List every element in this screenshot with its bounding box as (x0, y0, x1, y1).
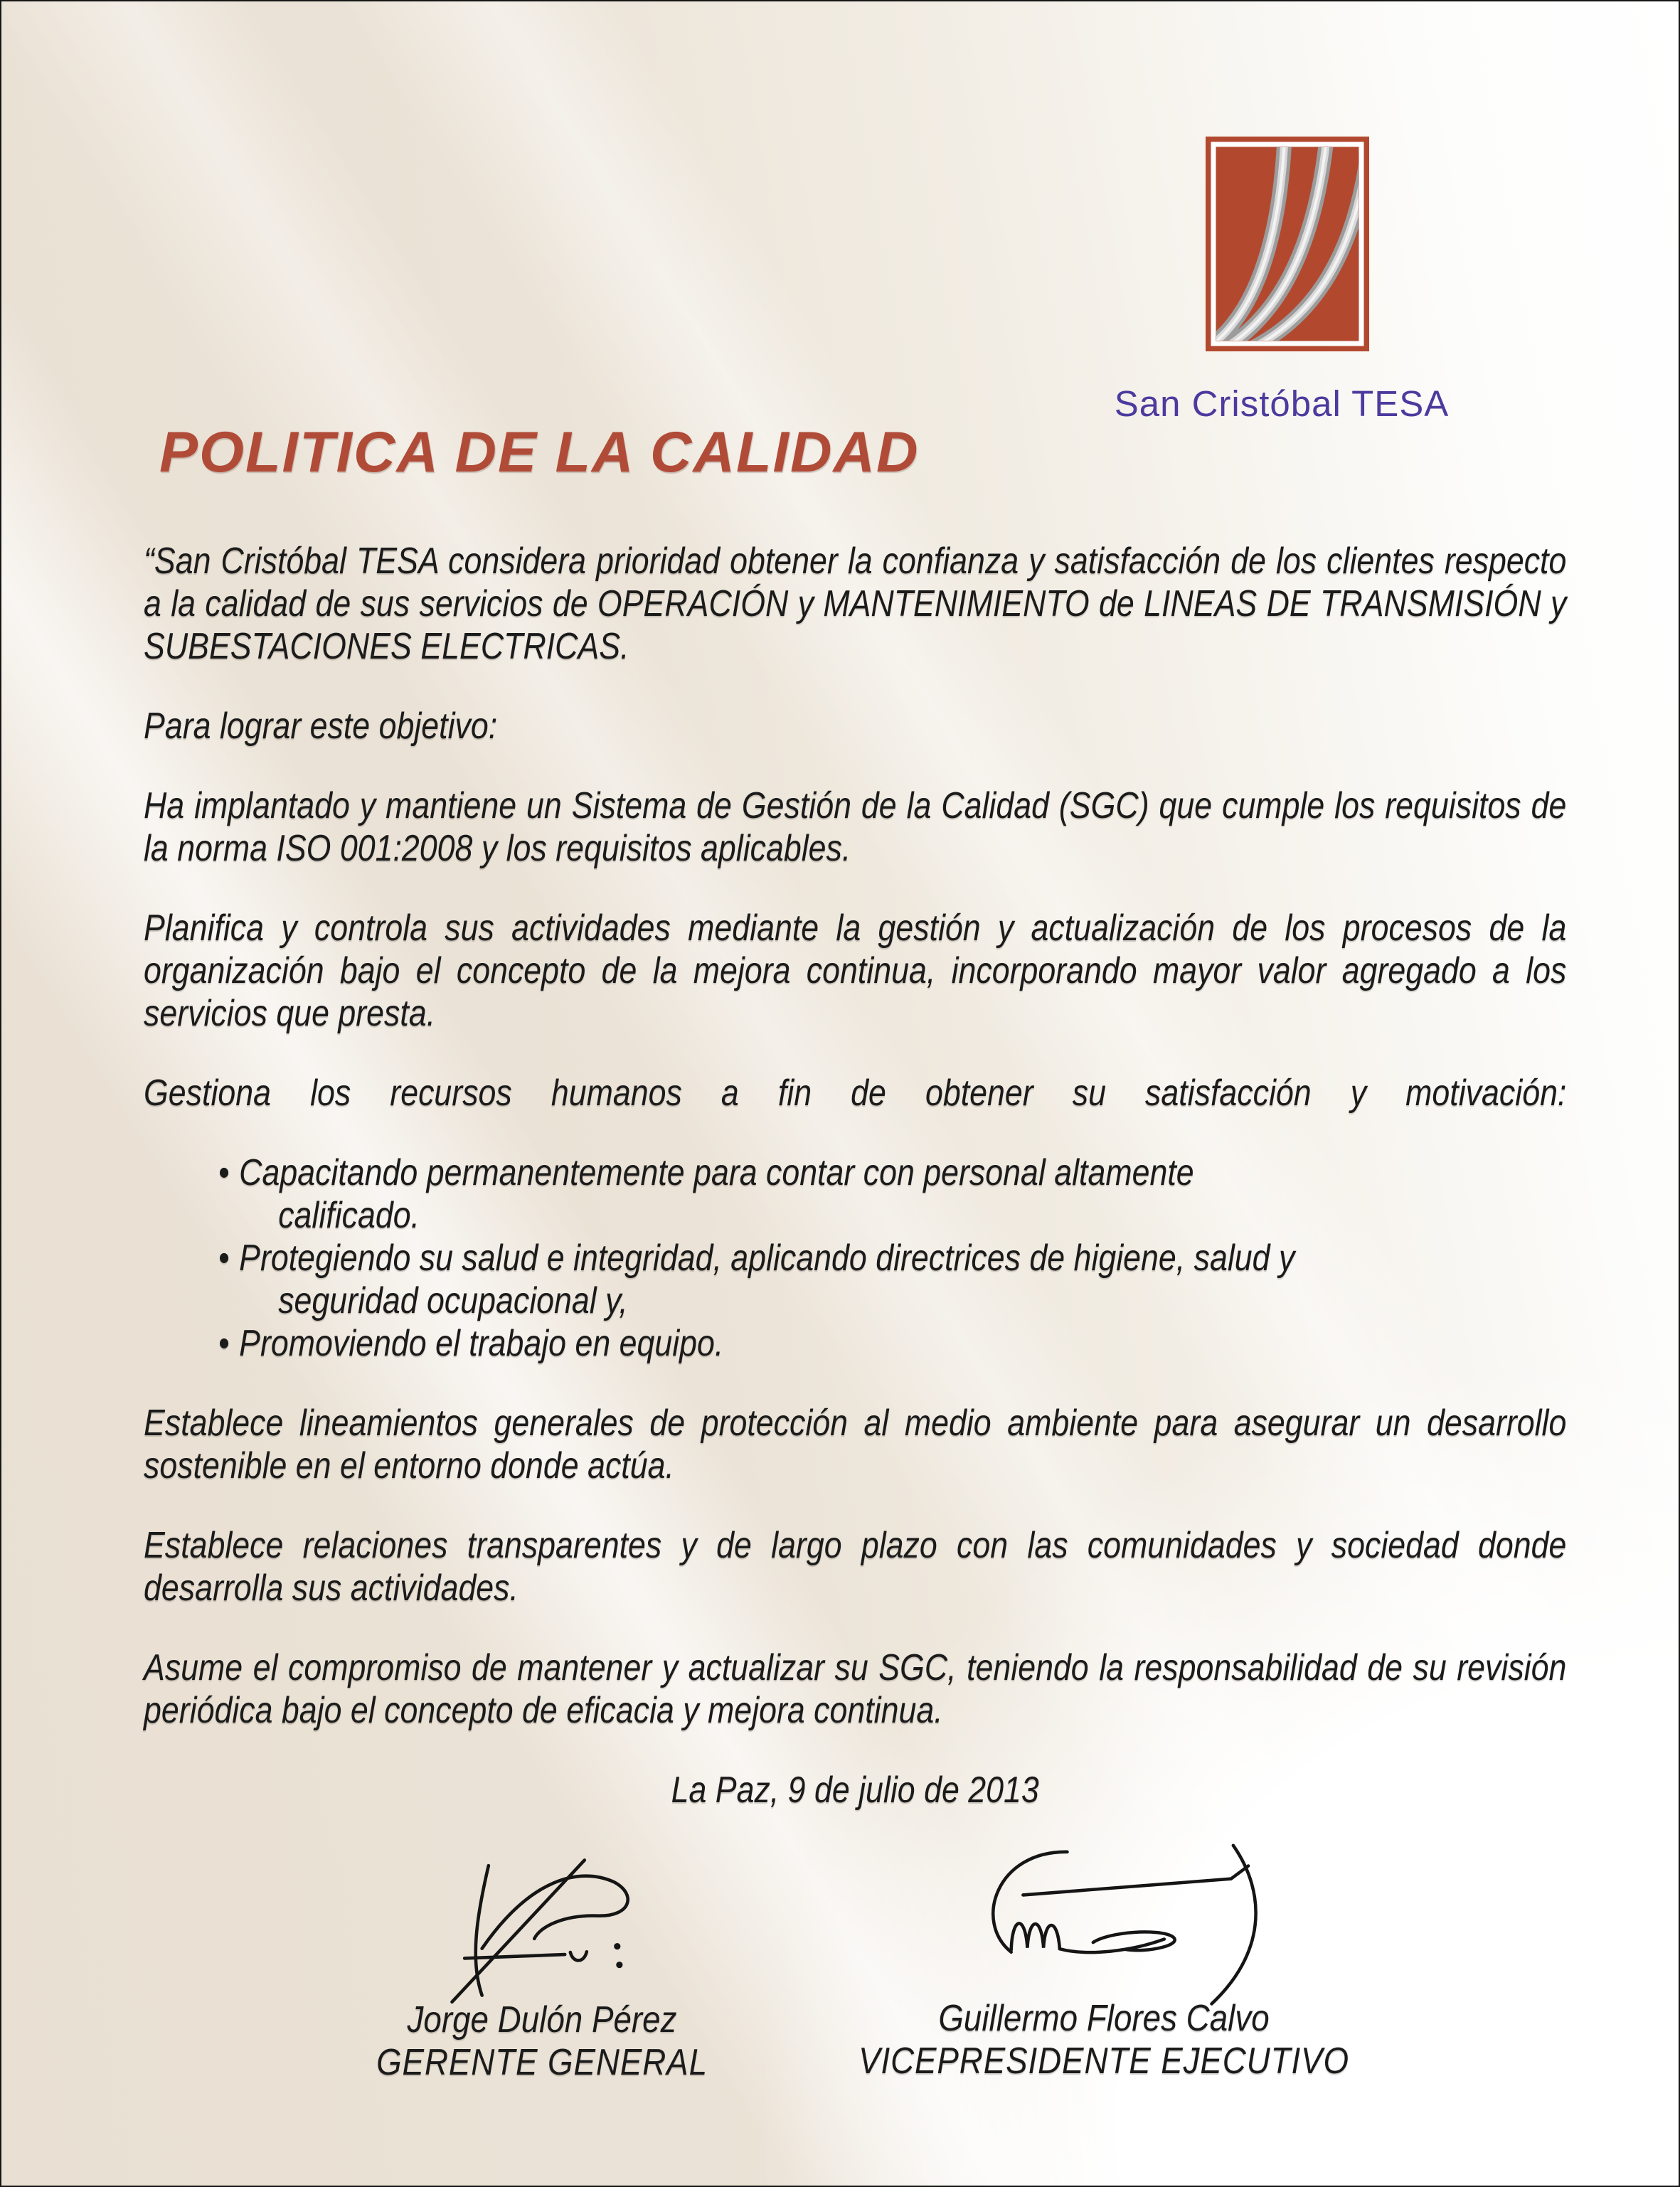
signatory-name: Jorge Dulón Pérez (407, 1999, 677, 2040)
list-item: • Promoviendo el trabajo en equipo. (205, 1322, 1336, 1365)
guillermo-signature-icon (876, 1829, 1331, 2007)
policy-paragraph-6: Establece lineamientos generales de protección al medio ambiente para asegurar un desarrollo sostenible en el entorno donde actúa. (144, 1403, 1567, 1486)
policy-paragraph-1: “San Cristóbal TESA considera prioridad obtener la confianza y satisfacción de los clientes respecto a la calidad de sus servicios de OPERACIÓN y MANTENIMIENTO de LINEAS DE TRANSMISIÓN y SUBESTACIONES ELECTRICAS. (144, 541, 1567, 667)
list-item: • Protegiendo su salud e integridad, aplicando directrices de higiene, salud y seguridad ocupacional y, (205, 1237, 1336, 1322)
bullet-list (205, 1151, 1336, 1365)
policy-paragraph-2: Para lograr este objetivo: (144, 706, 498, 747)
signatory-role: GERENTE GENERAL (376, 2042, 708, 2083)
policy-paragraph-7: Establece relaciones transparentes y de largo plazo con las comunidades y sociedad donde desarrolla sus actividades. (144, 1525, 1567, 1609)
signatory-name: Guillermo Flores Calvo (938, 1998, 1270, 2039)
policy-body (144, 540, 1566, 1811)
policy-paragraph-5: Gestiona los recursos humanos a fin de obtener su satisfacción y motivación: (144, 1073, 1567, 1114)
signature-block-general-manager (272, 1845, 812, 2084)
jorge-signature-icon (357, 1845, 727, 2008)
signatory-role: VICEPRESIDENTE EJECUTIVO (858, 2040, 1349, 2082)
signature-block-executive-vp (791, 1829, 1417, 2082)
policy-paragraph-8: Asume el compromiso de mantener y actualizar su SGC, teniendo la responsabilidad de su revisión periódica bajo el concepto de eficacia y mejora continua. (144, 1647, 1567, 1731)
policy-paragraph-4: Planifica y controla sus actividades mediante la gestión y actualización de los procesos de la organización bajo el concepto de la mejora continua, incorporando mayor valor agregado a los servicios que presta. (144, 908, 1567, 1034)
brand-name: San Cristóbal TESA (1114, 383, 1450, 424)
page-title: POLITICA DE LA CALIDAD (159, 420, 920, 484)
three-cables-icon (1206, 137, 1369, 351)
list-item: • Capacitando permanentemente para contar con personal altamente calificado. (205, 1151, 1336, 1237)
policy-paragraph-3: Ha implantado y mantiene un Sistema de Gestión de la Calidad (SGC) que cumple los requisitos de la norma ISO 001:2008 y los requisitos aplicables. (144, 785, 1567, 869)
company-logo (1206, 137, 1369, 351)
date-line: La Paz, 9 de julio de 2013 (671, 1770, 1039, 1811)
